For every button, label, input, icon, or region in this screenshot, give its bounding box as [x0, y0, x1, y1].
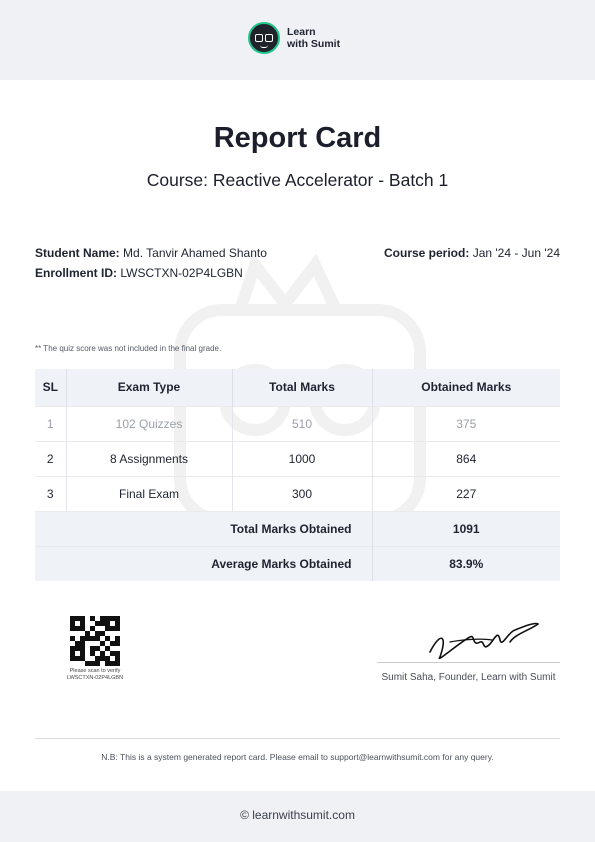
- row-exam-type: 102 Quizzes: [66, 406, 232, 441]
- column-header-sl: SL: [35, 369, 66, 406]
- row-sl: 1: [35, 406, 66, 441]
- row-obtained-marks: 864: [372, 441, 560, 476]
- average-label: Average Marks Obtained: [35, 546, 372, 581]
- enrollment-value: LWSCTXN-02P4LGBN: [120, 266, 243, 280]
- column-header-exam-type: Exam Type: [66, 369, 232, 406]
- row-exam-type: 8 Assignments: [66, 441, 232, 476]
- total-row: [35, 511, 560, 546]
- divider: [35, 738, 560, 739]
- footnote: N.B: This is a system generated report card. Please email to support@learnwithsumit.com for any query.: [101, 752, 494, 762]
- table-row: [35, 476, 560, 511]
- column-header-total-marks: Total Marks: [232, 369, 372, 406]
- table-header-row: [35, 369, 560, 406]
- course-title: Course: Reactive Accelerator - Batch 1: [146, 170, 449, 190]
- qr-caption-line-2: LWSCTXN-02P4LGBN: [66, 675, 124, 681]
- marks-table: [35, 369, 560, 581]
- table-row: [35, 406, 560, 441]
- row-total-marks: 300: [232, 476, 372, 511]
- logo-mark-icon: [248, 22, 280, 54]
- column-header-obtained-marks: Obtained Marks: [372, 369, 560, 406]
- row-obtained-marks: 227: [372, 476, 560, 511]
- student-name: [35, 246, 267, 260]
- average-row: [35, 546, 560, 581]
- enrollment-id: [35, 266, 243, 280]
- average-value: 83.9%: [372, 546, 560, 581]
- student-name-value: Md. Tanvir Ahamed Shanto: [123, 246, 267, 260]
- course-period-value: Jan '24 - Jun '24: [472, 246, 560, 260]
- row-sl: 2: [35, 441, 66, 476]
- qr-caption: [55, 668, 135, 682]
- footer-link[interactable]: © learnwithsumit.com: [240, 808, 355, 822]
- row-obtained-marks: 375: [372, 406, 560, 441]
- total-value: 1091: [372, 511, 560, 546]
- qr-code-icon[interactable]: [70, 616, 120, 666]
- qr-caption-line-1: Please scan to verify: [69, 668, 121, 674]
- student-name-label: Student Name:: [35, 246, 120, 260]
- signature-line: [377, 662, 560, 663]
- quiz-note: ** The quiz score was not included in the final grade.: [35, 344, 222, 353]
- logo-line-2: with Sumit: [287, 38, 341, 50]
- course-period-label: Course period:: [384, 246, 470, 260]
- table-row: [35, 441, 560, 476]
- row-total-marks: 510: [232, 406, 372, 441]
- total-label: Total Marks Obtained: [35, 511, 372, 546]
- row-exam-type: Final Exam: [66, 476, 232, 511]
- signature-icon: [420, 612, 540, 662]
- course-period: [384, 246, 560, 260]
- logo-line-1: Learn: [287, 26, 316, 38]
- page-title: Report Card: [213, 122, 382, 154]
- row-sl: 3: [35, 476, 66, 511]
- signatory-name: Sumit Saha, Founder, Learn with Sumit: [381, 672, 556, 683]
- row-total-marks: 1000: [232, 441, 372, 476]
- logo-text: [287, 26, 340, 50]
- brand-logo: [248, 22, 340, 54]
- enrollment-label: Enrollment ID:: [35, 266, 118, 280]
